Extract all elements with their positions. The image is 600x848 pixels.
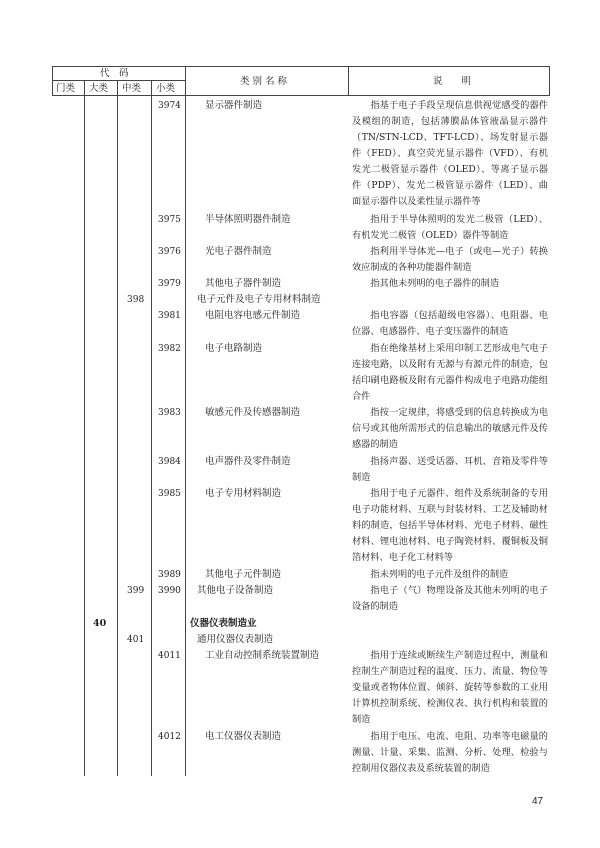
- code-zhong-401: 401: [127, 635, 145, 645]
- category-description: 指基于电子手段呈现信息供视觉感受的器件及模组的制造，包括薄膜晶体管液晶显示器件（TN/STN-LCD、TFT-LCD）、场发射显示器件（FED）、真空荧光显示器件（VFD）、有机发光二极管显示器件（OLED）、等离子显示器件（PDP）、发光二极管显示器件（LED）、曲面显示器件以及柔性显示器件等: [352, 100, 548, 207]
- category-name: 电阻电容电感元件制造: [205, 310, 301, 321]
- code-xiao-4012: 4012: [158, 732, 181, 742]
- page-number: 47: [532, 796, 544, 807]
- category-description: 指利用半导体光—电子（或电—光子）转换效应制成的各种功能器件制造: [352, 246, 548, 273]
- code-xiao-3985: 3985: [158, 489, 181, 499]
- category-name: 工业自动控制系统装置制造: [205, 650, 320, 661]
- code-da-40: 40: [93, 618, 107, 629]
- table-right-border: [549, 66, 550, 96]
- header-xiao-lei: 小类: [156, 83, 176, 94]
- category-description: 指用于半导体照明的发光二极管（LED）、有机发光二极管（OLED）器件等制造: [352, 214, 548, 241]
- header-men-lei: 门类: [56, 83, 76, 94]
- col-divider-xiao-name: [185, 66, 186, 776]
- col-divider-da-zhong: [117, 80, 118, 776]
- code-xiao-3984: 3984: [158, 457, 181, 467]
- header-mid-line: [52, 80, 185, 81]
- code-xiao-3979: 3979: [158, 279, 181, 289]
- category-name: 敏感元件及传感器制造: [205, 407, 301, 418]
- category-name: 电子电路制造: [205, 343, 263, 354]
- col-divider-zhong-xiao: [151, 80, 152, 776]
- category-name: 其他电子设备制造: [197, 585, 274, 596]
- header-category-name: 类 别 名 称: [240, 76, 288, 87]
- category-description: 指用于电子元器件、组件及系统制备的专用电子功能材料、互联与封装材料、工艺及辅助材料的制造，包括半导体材料、光电子材料、磁性材料、锂电池材料、电子陶瓷材料、覆铜板及铜箔材料、电子化工材料等: [352, 488, 548, 563]
- header-zhong-lei: 中类: [122, 83, 142, 94]
- code-xiao-3976: 3976: [158, 247, 181, 257]
- category-description: 指电容器（包括超级电容器）、电阻器、电位器、电感器件、电子变压器件的制造: [352, 310, 548, 337]
- code-xiao-3989: 3989: [158, 570, 181, 580]
- col-divider-name-desc: [348, 66, 349, 96]
- table-top-border: [52, 66, 549, 67]
- category-description: 指其他未列明的电子器件的制造: [370, 278, 500, 289]
- category-name: 电工仪器仪表制造: [205, 731, 282, 742]
- category-name: 其他电子元件制造: [205, 569, 282, 580]
- category-name: 半导体照明器件制造: [205, 214, 291, 225]
- code-zhong-398: 398: [127, 295, 145, 305]
- code-xiao-3975: 3975: [158, 215, 181, 225]
- code-xiao-4011: 4011: [158, 651, 181, 661]
- category-name: 其他电子器件制造: [205, 278, 282, 289]
- category-description: 指用于电压、电流、电阻、功率等电磁量的测量、计量、采集、监测、分析、处理、检验与控制用仪器仪表及系统装置的制造: [352, 731, 548, 774]
- category-name: 电声器件及零件制造: [205, 456, 291, 467]
- code-xiao-3974: 3974: [158, 101, 181, 111]
- category-description: 指扬声器、送受话器、耳机、音箱及零件等制造: [352, 456, 548, 483]
- header-da-lei: 大类: [89, 83, 109, 94]
- category-description: 指电子（气）物理设备及其他未列明的电子设备的制造: [352, 585, 548, 612]
- col-divider-men-da: [84, 80, 85, 776]
- header-bottom-line: [52, 95, 549, 96]
- category-name: 光电子器件制造: [205, 246, 272, 257]
- header-description: 说 明: [433, 76, 472, 87]
- category-name: 电子专用材料制造: [205, 488, 282, 499]
- category-name: 仪器仪表制造业: [190, 618, 257, 629]
- category-name: 显示器件制造: [205, 100, 263, 111]
- category-description: 指用于连续或断续生产制造过程中，测量和控制生产制造过程的温度、压力、流量、物位等变量或者物体位置、倾斜、旋转等参数的工业用计算机控制系统、检测仪表、执行机构和装置的制造: [352, 650, 548, 725]
- code-zhong-399: 399: [127, 586, 145, 596]
- category-description: 指在绝缘基材上采用印制工艺形成电气电子连接电路，以及附有无源与有源元件的制造，包括印刷电路板及附有元器件构成电子电路功能组合件: [352, 343, 548, 402]
- category-description: 指未列明的电子元件及组件的制造: [370, 569, 509, 580]
- category-description: 指按一定规律，将感受到的信息转换成为电信号或其他所需形式的信息输出的敏感元件及传感器的制造: [352, 407, 548, 450]
- table-left-border: [52, 66, 53, 96]
- code-xiao-3982: 3982: [158, 344, 181, 354]
- code-xiao-3983: 3983: [158, 408, 181, 418]
- code-xiao-3990: 3990: [158, 586, 181, 596]
- category-name: 电子元件及电子专用材料制造: [197, 294, 321, 305]
- category-name: 通用仪器仪表制造: [197, 634, 274, 645]
- header-code-group: 代 码: [100, 68, 129, 79]
- code-xiao-3981: 3981: [158, 311, 181, 321]
